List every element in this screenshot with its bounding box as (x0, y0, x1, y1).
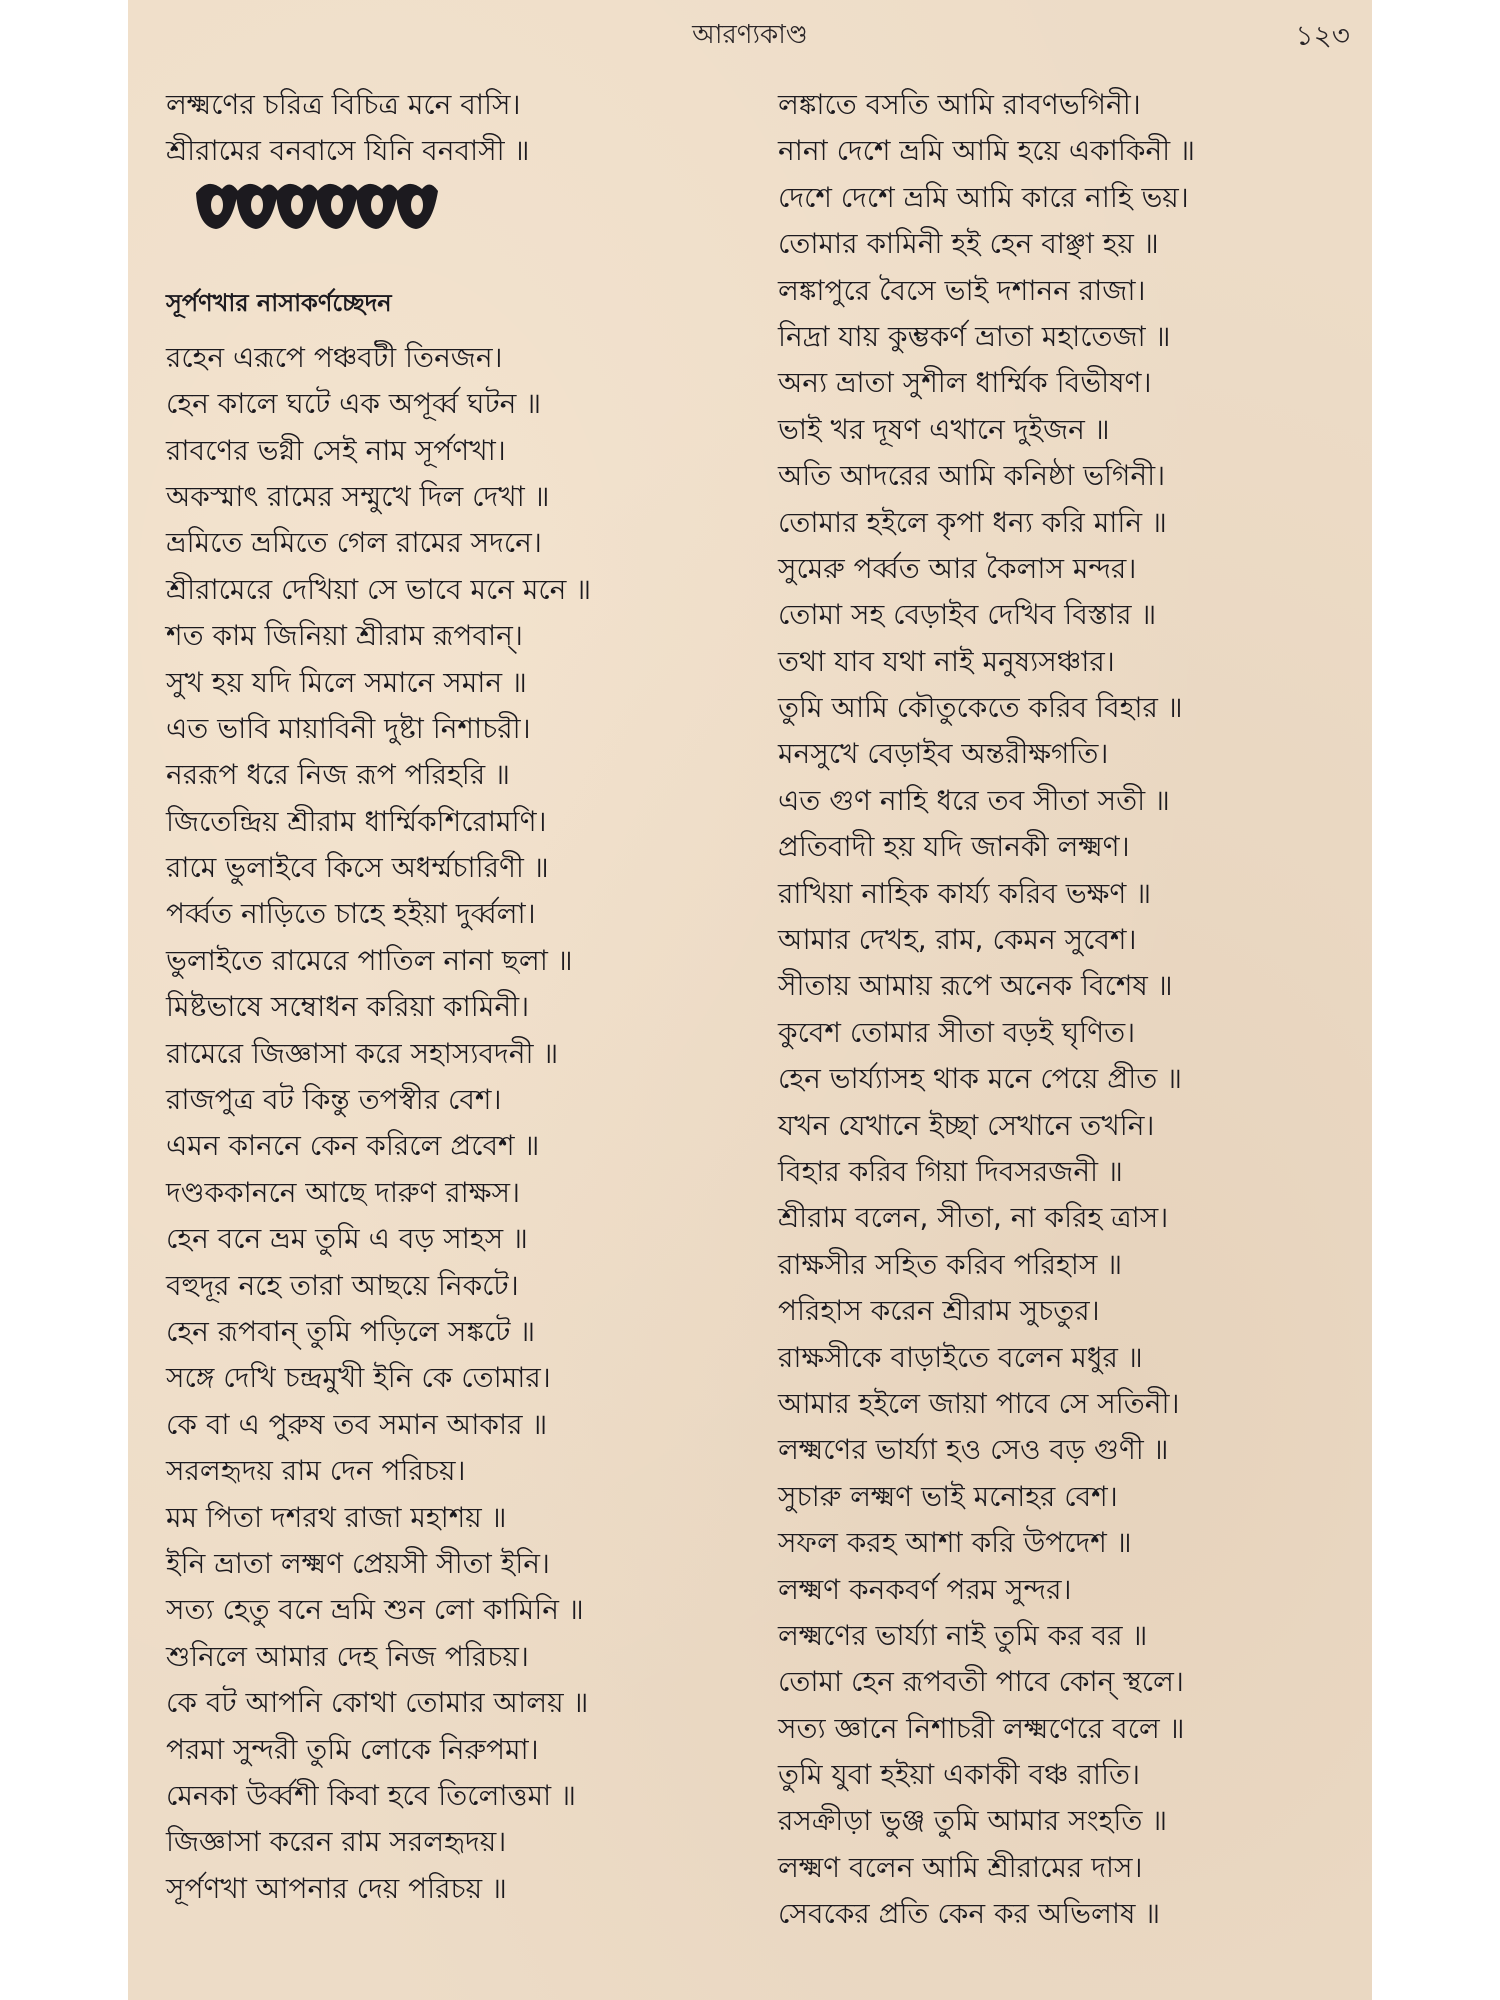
verse-line: শুনিলে আমার দেহ নিজ পরিচয়। (166, 1639, 529, 1673)
verse-line: রাখিয়া নাহিক কার্য্য করিব ভক্ষণ ॥ (778, 876, 1152, 910)
left-verse-list (166, 335, 726, 1912)
verse-line: ভ্রমিতে ভ্রমিতে গেল রামের সদনে। (166, 526, 542, 560)
verse-line: সরলহৃদয় রাম দেন পরিচয়। (166, 1454, 466, 1488)
right-verse-list (778, 82, 1358, 1938)
verse-line: শত কাম জিনিয়া শ্রীরাম রূপবান্। (166, 619, 523, 653)
verse-line: লক্ষ্মণের চরিত্র বিচিত্র মনে বাসি। (166, 88, 521, 121)
verse-line: তুমি যুবা হইয়া একাকী বঞ্চ রাতি। (778, 1758, 1141, 1792)
verse-line: কে বা এ পুরুষ তব সমান আকার ॥ (166, 1407, 548, 1441)
verse-line: নানা দেশে ভ্রমি আমি হয়ে একাকিনী ॥ (778, 134, 1195, 168)
verse-line: কুবেশ তোমার সীতা বড়ই ঘৃণিত। (778, 1015, 1136, 1049)
verse-line: ইনি ভ্রাতা লক্ষ্মণ প্রেয়সী সীতা ইনি। (166, 1546, 550, 1580)
verse-line: এমন কাননে কেন করিলে প্রবেশ ॥ (166, 1129, 540, 1163)
verse-line: হেন বনে ভ্রম তুমি এ বড় সাহস ॥ (166, 1222, 528, 1256)
verse-line: তোমার হইলে কৃপা ধন্য করি মানি ॥ (778, 505, 1167, 539)
verse-line: আমার হইলে জায়া পাবে সে সতিনী। (778, 1386, 1180, 1420)
verse-line: রহেন এরূপে পঞ্চবটী তিনজন। (166, 340, 503, 374)
verse-line: বিহার করিব গিয়া দিবসরজনী ॥ (778, 1154, 1123, 1188)
verse-line: নিদ্রা যায় কুম্ভকর্ণ ভ্রাতা মহাতেজা ॥ (778, 319, 1171, 353)
verse-line: সুচারু লক্ষ্মণ ভাই মনোহর বেশ। (778, 1479, 1118, 1513)
right-column (778, 82, 1358, 1938)
verse-line: হেন রূপবান্ তুমি পড়িলে সঙ্কটে ॥ (166, 1314, 536, 1348)
book-page (128, 0, 1372, 2000)
verse-line: অতি আদরের আমি কনিষ্ঠা ভগিনী। (778, 459, 1166, 493)
verse-line: এত ভাবি মায়াবিনী দুষ্টা নিশাচরী। (166, 711, 531, 745)
verse-line: যখন যেখানে ইচ্ছা সেখানে তখনি। (778, 1108, 1155, 1142)
verse-line: তুমি আমি কৌতুকেতে করিব বিহার ॥ (778, 691, 1183, 725)
verse-line: নররূপ ধরে নিজ রূপ পরিহরি ॥ (166, 758, 510, 792)
verse-line: রাবণের ভগ্নী সেই নাম সূর্পণখা। (166, 433, 506, 467)
verse-line: রামেরে জিজ্ঞাসা করে সহাস্যবদনী ॥ (166, 1036, 559, 1070)
verse-line: জিজ্ঞাসা করেন রাম সরলহৃদয়। (166, 1825, 507, 1859)
verse-line: সত্য জ্ঞানে নিশাচরী লক্ষ্মণেরে বলে ॥ (778, 1711, 1185, 1745)
verse-line: সত্য হেতু বনে ভ্রমি শুন লো কামিনি ॥ (166, 1593, 584, 1627)
verse-line: ভাই খর দূষণ এখানে দুইজন ॥ (778, 412, 1110, 446)
verse-line: সুমেরু পর্ব্বত আর কৈলাস মন্দর। (778, 551, 1137, 585)
verse-line: এত গুণ নাহি ধরে তব সীতা সতী ॥ (778, 783, 1170, 817)
verse-line: লক্ষ্মণ কনকবর্ণ পরম সুন্দর। (778, 1572, 1072, 1606)
verse-line: তোমা হেন রূপবতী পাবে কোন্ স্থলে। (778, 1665, 1184, 1699)
verse-line: শ্রীরামের বনবাসে যিনি বনবাসী ॥ (166, 134, 530, 168)
verse-line: সূর্পণখা আপনার দেয় পরিচয় ॥ (166, 1871, 507, 1905)
verse-line: লঙ্কাপুরে বৈসে ভাই দশানন রাজা। (778, 273, 1146, 307)
verse-line: সঙ্গে দেখি চন্দ্রমুখী ইনি কে তোমার। (166, 1361, 551, 1395)
verse-line: কে বট আপনি কোথা তোমার আলয় ॥ (166, 1686, 589, 1720)
verse-line: আমার দেখহ, রাম, কেমন সুবেশ। (778, 923, 1137, 957)
verse-line: রামে ভুলাইবে কিসে অধর্ম্মচারিণী ॥ (166, 851, 549, 885)
verse-line: পরমা সুন্দরী তুমি লোকে নিরুপমা। (166, 1732, 539, 1766)
verse-line: দণ্ডককাননে আছে দারুণ রাক্ষস। (166, 1175, 520, 1209)
page-number: ১২৩ (1295, 19, 1350, 52)
verse-line: মনসুখে বেড়াইব অন্তরীক্ষগতি। (778, 737, 1109, 771)
verse-line: লক্ষ্মণের ভার্য্যা হও সেও বড় গুণী ॥ (778, 1433, 1169, 1467)
verse-line: মেনকা উর্ব্বশী কিবা হবে তিলোত্তমা ॥ (166, 1778, 576, 1812)
verse-line: বহুদূর নহে তারা আছয়ে নিকটে। (166, 1268, 519, 1302)
verse-line: সেবকের প্রতি কেন কর অভিলাষ ॥ (778, 1897, 1161, 1931)
verse-line: শ্রীরাম বলেন, সীতা, না করিহ ত্রাস। (778, 1201, 1169, 1235)
verse-line: প্রতিবাদী হয় যদি জানকী লক্ষ্মণ। (778, 830, 1130, 864)
verse-line: মম পিতা দশরথ রাজা মহাশয় ॥ (166, 1500, 507, 1534)
verse-line: লক্ষ্মণ বলেন আমি শ্রীরামের দাস। (778, 1850, 1143, 1884)
verse-line: সফল করহ আশা করি উপদেশ ॥ (778, 1526, 1132, 1560)
verse-line: তোমা সহ বেড়াইব দেখিব বিস্তার ॥ (778, 598, 1157, 632)
verse-line: লক্ষ্মণের ভার্য্যা নাই তুমি কর বর ॥ (778, 1618, 1148, 1652)
verse-line: রসক্রীড়া ভুঞ্জ তুমি আমার সংহতি ॥ (778, 1804, 1168, 1838)
verse-line: পর্ব্বত নাড়িতে চাহে হইয়া দুর্ব্বলা। (166, 897, 536, 931)
verse-line: দেশে দেশে ভ্রমি আমি কারে নাহি ভয়। (778, 180, 1189, 214)
lotus-ornament-icon (166, 175, 726, 255)
left-column (166, 82, 726, 1912)
verse-line: পরিহাস করেন শ্রীরাম সুচতুর। (778, 1294, 1100, 1328)
verse-line: তোমার কামিনী হই হেন বাঞ্ছা হয় ॥ (778, 227, 1159, 261)
verse-line: সুখ হয় যদি মিলে সমানে সমান ॥ (166, 665, 527, 699)
running-title: আরণ্যকাণ্ড (692, 20, 808, 50)
verse-line: সীতায় আমায় রূপে অনেক বিশেষ ॥ (778, 969, 1173, 1003)
verse-line: শ্রীরামেরে দেখিয়া সে ভাবে মনে মনে ॥ (166, 572, 592, 606)
verse-line: রাজপুত্র বট কিন্তু তপস্বীর বেশ। (166, 1083, 502, 1117)
verse-line: হেন কালে ঘটে এক অপূর্ব্ব ঘটন ॥ (166, 387, 542, 421)
verse-line: রাক্ষসীর সহিত করিব পরিহাস ॥ (778, 1247, 1123, 1281)
verse-line: অন্য ভ্রাতা সুশীল ধার্ম্মিক বিভীষণ। (778, 366, 1152, 400)
verse-line: ভুলাইতে রামেরে পাতিল নানা ছলা ॥ (166, 943, 573, 977)
verse-line: হেন ভার্য্যাসহ থাক মনে পেয়ে প্রীত ॥ (778, 1062, 1182, 1096)
verse-line: জিতেন্দ্রিয় শ্রীরাম ধার্ম্মিকশিরোমণি। (166, 804, 547, 838)
verse-line: মিষ্টভাষে সম্বোধন করিয়া কামিনী। (166, 990, 530, 1024)
verse-line: অকস্মাৎ রামের সম্মুখে দিল দেখা ॥ (166, 479, 550, 513)
verse-line: রাক্ষসীকে বাড়াইতে বলেন মধুর ॥ (778, 1340, 1143, 1374)
verse-line: লঙ্কাতে বসতি আমি রাবণভগিনী। (778, 88, 1141, 121)
verse-line: তথা যাব যথা নাই মনুষ্যসঞ্চার। (778, 644, 1115, 678)
section-heading: সূর্পণখার নাসাকর্ণচ্ছেদন (166, 288, 392, 317)
